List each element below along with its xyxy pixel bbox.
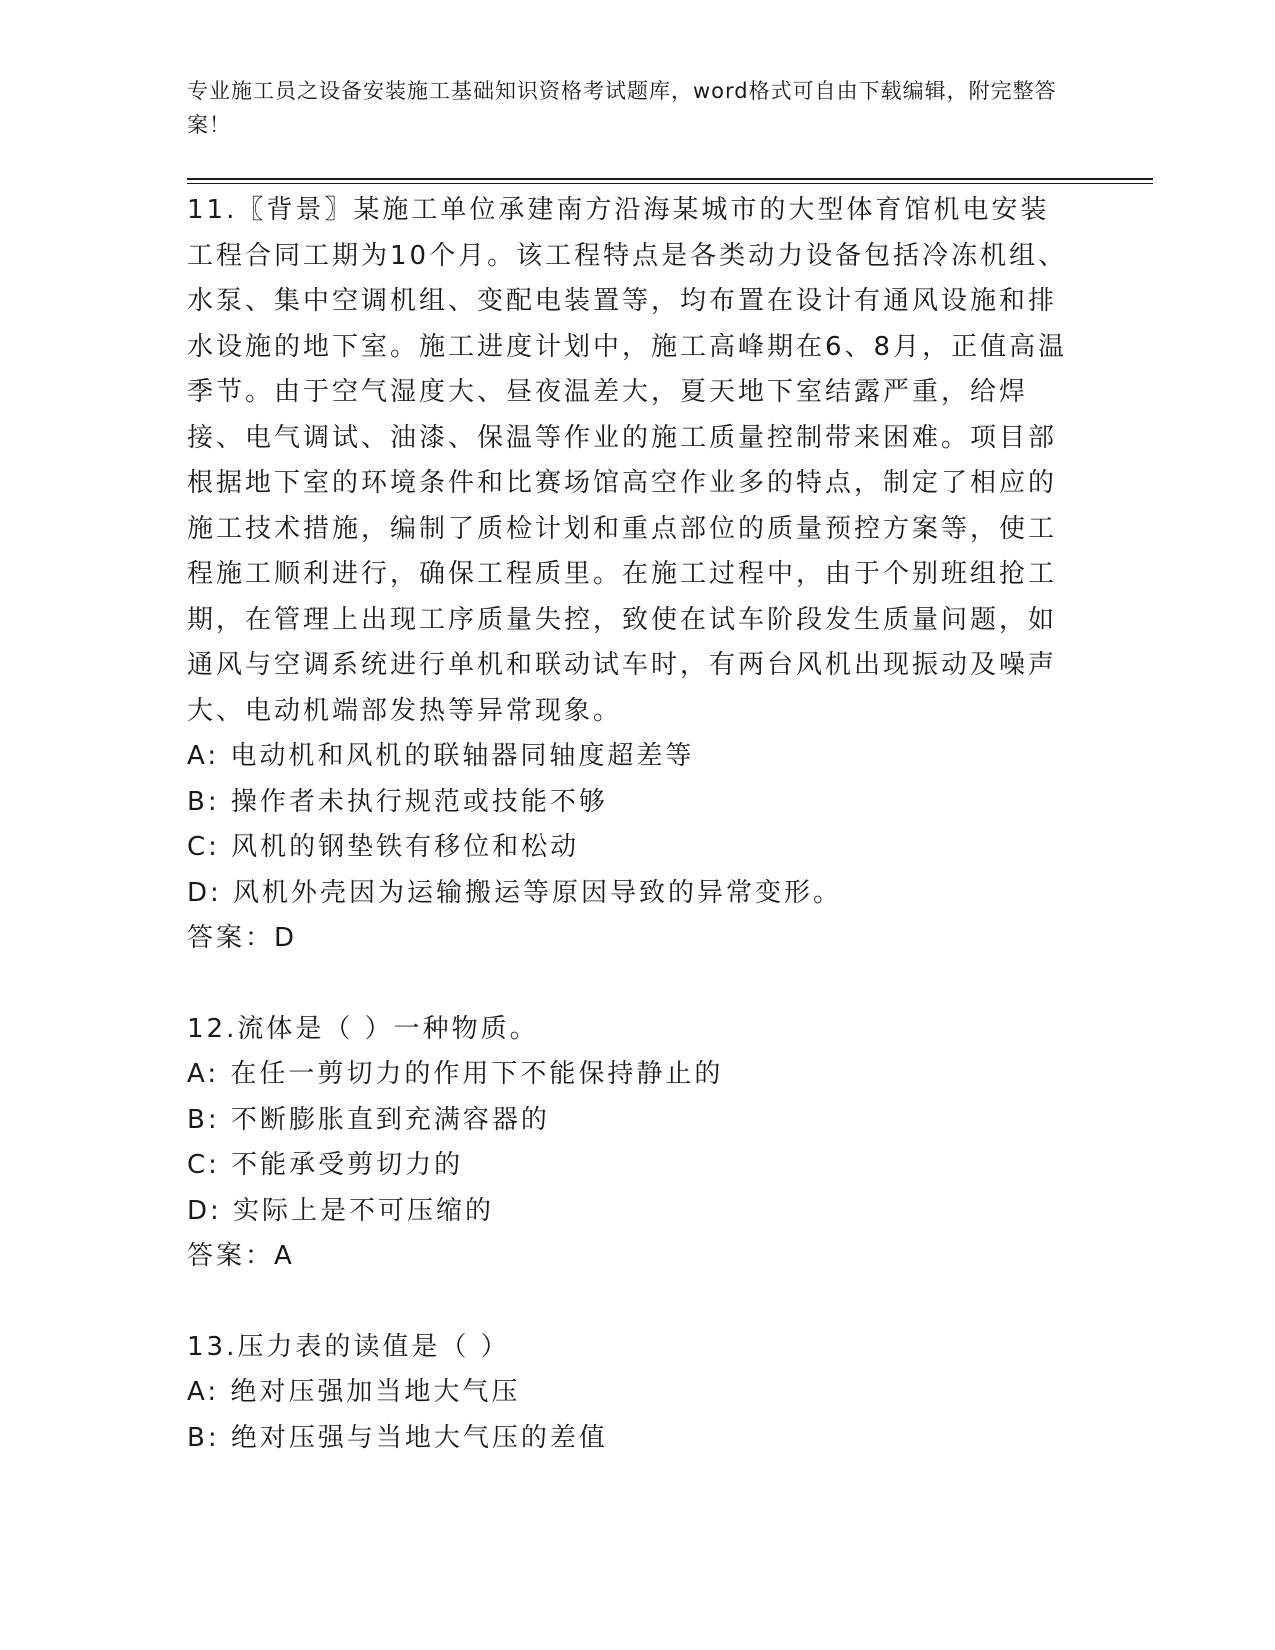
question-12 xyxy=(187,1007,1087,1280)
answer: 答案：D xyxy=(187,923,298,953)
question-11 xyxy=(187,188,1087,962)
question-list xyxy=(187,188,1087,1461)
option-b: B: 操作者未执行规范或技能不够 xyxy=(187,786,608,817)
answer: 答案：A xyxy=(187,1241,295,1271)
question-spacer xyxy=(187,962,1087,1007)
header-divider-thin xyxy=(187,183,1153,184)
option-b: B: 绝对压强与当地大气压的差值 xyxy=(187,1422,608,1453)
option-d: D: 实际上是不可压缩的 xyxy=(187,1195,495,1226)
question-spacer xyxy=(187,1280,1087,1325)
option-a: A: 绝对压强加当地大气压 xyxy=(187,1377,521,1407)
document-header: 专业施工员之设备安装施工基础知识资格考试题库，word格式可自由下载编辑，附完整答案！ xyxy=(187,79,1057,137)
header-divider-thick xyxy=(187,178,1153,180)
option-c: C: 不能承受剪切力的 xyxy=(187,1150,464,1180)
question-stem: 11.〖背景〗某施工单位承建南方沿海某城市的大型体育馆机电安装工程合同工期为10个月。该工程特点是各类动力设备包括冷冻机组、水泵、集中空调机组、变配电装置等，均布置在设计有通风设施和排水设施的地下室。施工进度计划中，施工高峰期在6、8月，正值高温季节。由于空气湿度大、昼夜温差大，夏天地下室结露严重，给焊接、电气调试、油漆、保温等作业的施工质量控制带来困难。项目部根据地下室的环境条件和比赛场馆高空作业多的特点，制定了相应的施工技术措施，编制了质检计划和重点部位的质量预控方案等，使工程施工顺利进行，确保工程质里。在施工过程中，由于个别班组抢工期，在管理上出现工序质量失控，致使在试车阶段发生质量问题，如通风与空调系统进行单机和联动试车时，有两台风机出现振动及噪声大、电动机端部发热等异常现象。 xyxy=(187,195,1068,726)
option-a: A: 电动机和风机的联轴器同轴度超差等 xyxy=(187,741,695,771)
question-stem: 13.压力表的读值是（ ） xyxy=(187,1331,510,1362)
option-b: B: 不断膨胀直到充满容器的 xyxy=(187,1104,550,1135)
question-stem: 12.流体是（ ）一种物质。 xyxy=(187,1013,539,1044)
option-c: C: 风机的钢垫铁有移位和松动 xyxy=(187,832,580,862)
question-13 xyxy=(187,1325,1087,1462)
option-a: A: 在任一剪切力的作用下不能保持静止的 xyxy=(187,1059,724,1089)
option-d: D: 风机外壳因为运输搬运等原因导致的异常变形。 xyxy=(187,877,843,908)
